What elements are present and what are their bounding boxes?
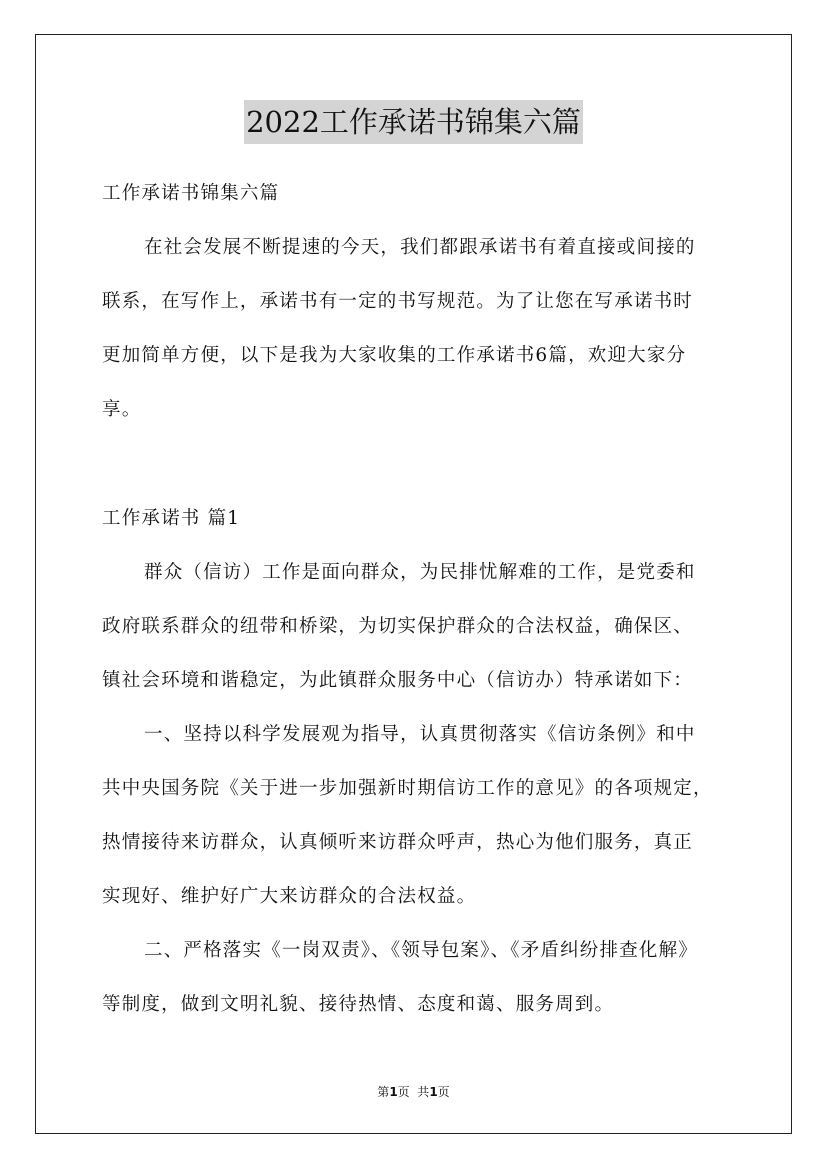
document-title: 2022工作承诺书锦集六篇 (244, 100, 583, 144)
footer-page-number: 1 (389, 1085, 398, 1099)
paragraph-line: 热情接待来访群众，认真倾听来访群众呼声，热心为他们服务，真正 (102, 832, 694, 853)
intro-line: 在社会发展不断提速的今天，我们都跟承诺书有着直接或间接的 (144, 237, 696, 258)
subtitle-block (102, 167, 727, 221)
footer-page-total: 1 (429, 1085, 438, 1099)
footer-page-mid: 页 共 (397, 1085, 430, 1099)
paragraph-line: 镇社会环境和谐稳定，为此镇群众服务中心（信访办）特承诺如下： (102, 670, 694, 691)
paragraph-line: 一、坚持以科学发展观为指导，认真贯彻落实《信访条例》和中 (144, 724, 696, 745)
paragraph-3 (102, 924, 727, 1032)
paragraph-line: 群众（信访）工作是面向群众，为民排忧解难的工作，是党委和 (144, 562, 696, 583)
paragraph-line: 二、严格落实《一岗双责》、《领导包案》、《矛盾纠纷排查化解》 (144, 940, 699, 961)
intro-line: 享。 (102, 399, 142, 420)
paragraph-1 (102, 546, 727, 708)
footer-page-suffix: 页 (437, 1085, 450, 1099)
title-container (0, 100, 827, 144)
paragraph-line: 共中央国务院《关于进一步加强新时期信访工作的意见》的各项规定， (102, 778, 713, 799)
document-subtitle: 工作承诺书锦集六篇 (102, 183, 280, 204)
intro-line: 更加简单方便，以下是我为大家收集的工作承诺书6篇，欢迎大家分 (102, 345, 687, 366)
intro-paragraph (102, 221, 727, 437)
paragraph-line: 实现好、维护好广大来访群众的合法权益。 (102, 886, 477, 907)
section-heading: 工作承诺书 篇1 (102, 508, 241, 529)
paragraph-line: 政府联系群众的纽带和桥梁，为切实保护群众的合法权益，确保区、 (102, 616, 694, 637)
footer-page-prefix: 第 (377, 1085, 390, 1099)
section-heading-block (102, 492, 727, 546)
paragraph-2 (102, 708, 727, 924)
page-footer (0, 1083, 827, 1100)
paragraph-line: 等制度，做到文明礼貌、接待热情、态度和蔼、服务周到。 (102, 994, 615, 1015)
intro-line: 联系，在写作上，承诺书有一定的书写规范。为了让您在写承诺书时 (102, 291, 694, 312)
